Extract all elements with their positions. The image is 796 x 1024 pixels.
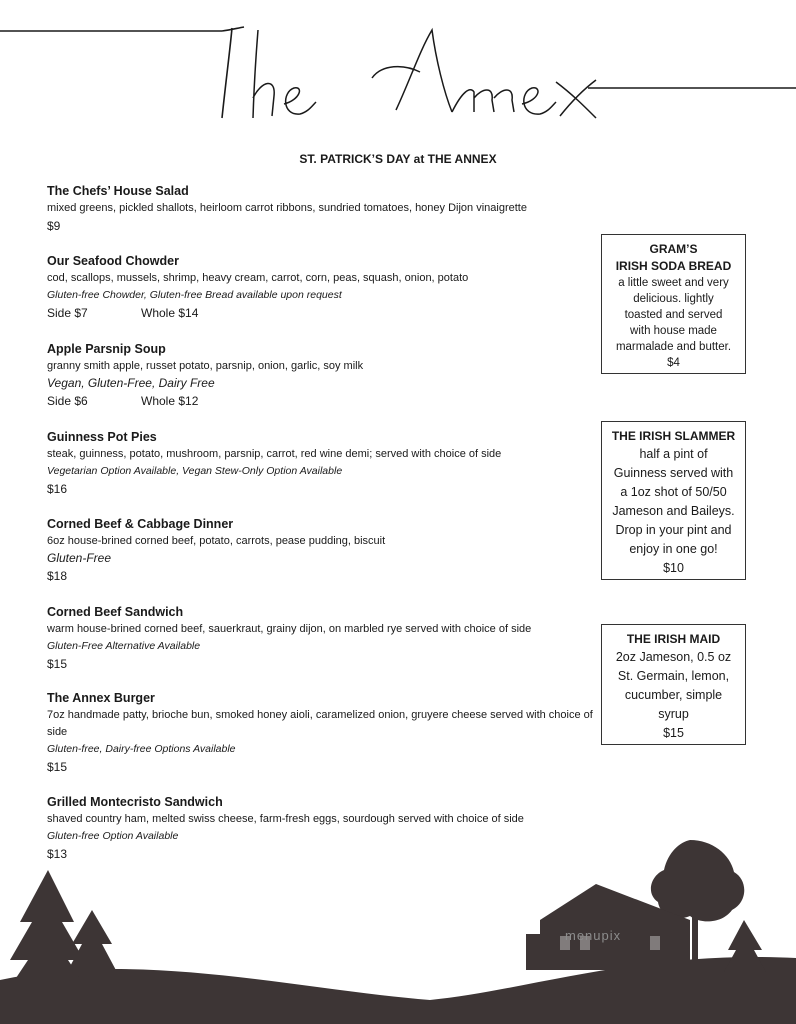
item-name: The Chefs’ House Salad [47,184,189,198]
menu-item [47,341,597,410]
item-note: Gluten-free Option Available [47,830,179,842]
box-line: half a pint of [639,447,708,461]
item-name: Corned Beef & Cabbage Dinner [47,517,234,531]
box-line: Drop in your pint and [615,523,732,537]
soda-bread-box [601,234,746,374]
box-line: syrup [658,707,689,721]
item-note: Gluten-free Chowder, Gluten-free Bread available upon request [47,289,342,301]
irish-maid-box [601,624,746,745]
item-name: Corned Beef Sandwich [47,605,184,619]
item-name: Guinness Pot Pies [47,430,157,444]
window-shape [650,936,660,950]
tree-canopy [651,840,744,921]
item-price [47,392,597,410]
box-line: a 1oz shot of 50/50 [620,485,727,499]
menu-title: ST. PATRICK’S DAY at THE ANNEX [299,152,497,166]
tree-trunk [692,910,698,970]
item-price [47,304,597,322]
box-line: Guinness served with [613,466,734,480]
item-description: 7oz handmade patty, brioche bun, smoked honey aioli, caramelized onion, gruyere cheese served with choice of side [47,709,593,738]
item-description: granny smith apple, russet potato, parsnip, onion, garlic, soy milk [47,360,364,372]
menu-item [47,516,597,585]
logo-text [210,18,610,118]
box-title: THE IRISH MAID [626,632,721,646]
porch-shape [526,934,556,970]
item-price: $15 [47,657,68,671]
item-name: Grilled Montecristo Sandwich [47,795,223,809]
box-price: $4 [667,357,680,369]
item-price: $15 [47,760,68,774]
box-line: enjoy in one go! [629,542,718,556]
item-note: Vegetarian Option Available, Vegan Stew-Only Option Available [47,465,343,477]
item-description: shaved country ham, melted swiss cheese, farm-fresh eggs, sourdough served with choice of side [47,813,524,825]
menu-item [47,604,597,673]
tree-shape [724,920,766,972]
side-price: Side $7 [47,306,88,320]
menu-item [47,183,597,235]
tree-trunk [44,980,52,1000]
item-price: $16 [47,482,68,496]
landscape-silhouette [0,840,796,1024]
item-name: Apple Parsnip Soup [47,342,166,356]
tree-trunk [89,990,95,1004]
irish-slammer-box [601,421,746,580]
item-note: Gluten-Free [47,551,112,565]
item-note: Gluten-free, Dairy-free Options Available [47,743,236,755]
box-title: GRAM’S [649,242,698,256]
item-note: Vegan, Gluten-Free, Dairy Free [47,376,215,390]
box-line: 2oz Jameson, 0.5 oz [615,650,732,664]
item-description: warm house-brined corned beef, sauerkraut, grainy dijon, on marbled rye served with choice of side [47,623,532,635]
box-subtitle: IRISH SODA BREAD [615,259,732,273]
whole-price: Whole $14 [141,306,199,320]
box-line: cucumber, simple [624,688,723,702]
box-line: a little sweet and very [618,277,729,289]
item-name: The Annex Burger [47,691,155,705]
tree-trunk [742,968,747,980]
item-price: $13 [47,847,68,861]
box-line: marmalade and butter. [615,341,732,353]
menu-item [47,690,597,776]
whole-price: Whole $12 [141,394,199,408]
item-note: Gluten-Free Alternative Available [47,640,201,652]
box-line: with house made [630,325,717,337]
box-title: THE IRISH SLAMMER [611,429,736,443]
box-price: $15 [663,726,684,740]
item-price: $18 [47,569,68,583]
box-line: toasted and served [624,309,723,321]
side-price: Side $6 [47,394,88,408]
box-line: delicious. lightly [633,293,714,305]
box-line: St. Germain, lemon, [617,669,730,683]
item-description: 6oz house-brined corned beef, potato, carrots, pease pudding, biscuit [47,535,386,547]
item-description: mixed greens, pickled shallots, heirloom carrot ribbons, sundried tomatoes, honey Dijon vinaigrette [47,202,527,214]
item-description: cod, scallops, mussels, shrimp, heavy cream, carrot, corn, peas, squash, onion, potato [47,272,469,284]
menu-item [47,253,597,322]
box-line: Jameson and Baileys. [612,504,735,518]
item-name: Our Seafood Chowder [47,254,179,268]
item-price: $9 [47,219,61,233]
watermark: menupix [565,928,622,943]
item-description: steak, guinness, potato, mushroom, parsnip, carrot, red wine demi; served with choice of side [47,448,502,460]
menu-item [47,429,597,498]
box-price: $10 [663,561,684,575]
